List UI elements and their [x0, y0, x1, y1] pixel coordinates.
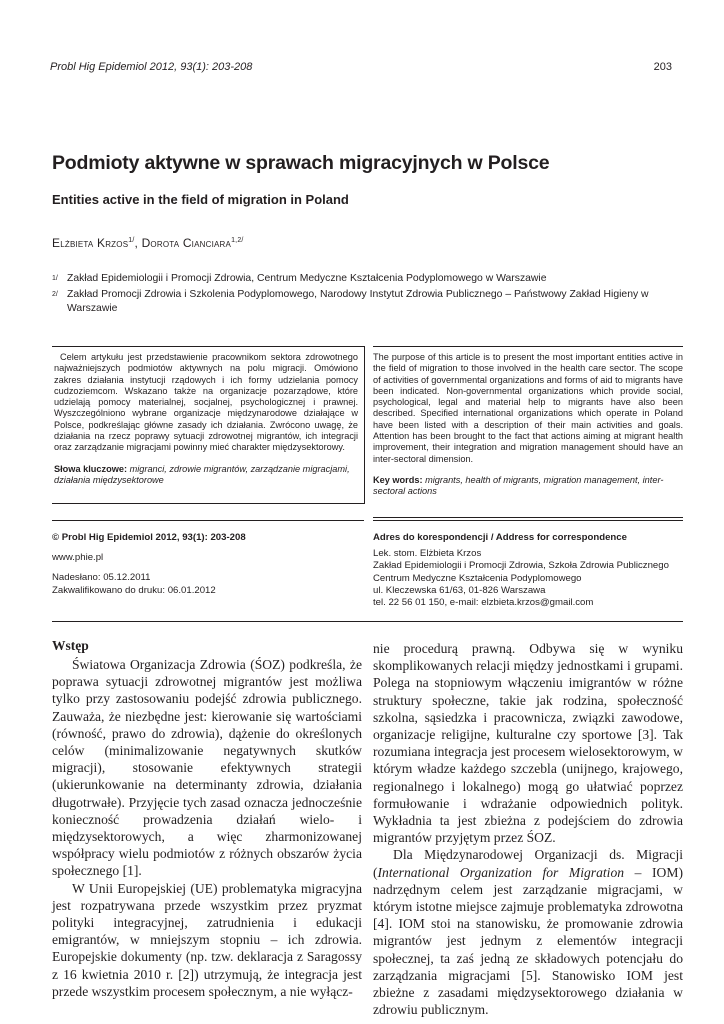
correspondence-line: Zakład Epidemiologii i Promocji Zdrowia, Szkoła Zdrowia Publicznego — [373, 560, 669, 572]
section-rule — [52, 621, 683, 622]
body-paragraph: Światowa Organizacja Zdrowia (ŚOZ) podkreśla, że poprawa sytuacji zdrowotnej migrantów jest możliwa tylko przy zastosowaniu podejść zdrowia publicznego. Zauważa, że niezbędne jest: kierowanie się wartościami (równość, prawo do zdrowia), dążenie do określonych celów (minimalizowanie negatywnych skutków migracji), stosowanie efektywnych strategii (ukierunkowanie na determinanty zdrowia, działania długotrwałe). Przyjęcie tych zasad oznacza jednocześnie konieczność prowadzenia działań wielo- i międzysektorowych, a więc zharmonizowanej współpracy wielu podmiotów z różnych obszarów życia społecznego [1]. — [52, 657, 362, 879]
section-heading: Wstęp — [52, 638, 89, 653]
body-paragraph: W Unii Europejskiej (UE) problematyka migracyjna jest rozpatrywana przede wszystkim przez pryzmat polityki integracyjnej, zatrudnienia i edukacji emigrantów, w mniejszym stopniu – ich zdrowia. Europejskie dokumenty (np. tzw. deklaracja z Saragossy z 16 kwietnia 2010 r. [2]) utrzymują, że integracja jest przede wszystkim procesem społecznym, a nie wyłącz- — [52, 880, 362, 999]
affiliation-1 — [52, 272, 682, 286]
correspondence-line: Centrum Medyczne Kształcenia Podyplomowego — [373, 572, 582, 584]
body-paragraph: nie procedurą prawną. Odbywa się w wyniku skomplikowanych relacji między jednostkami i grupami. Polega na stopniowym włączeniu imigrantów w różne struktury społeczne, takie jak rodzina, społeczność szkolna, sąsiedzka i pracownicza, związki zawodowe, organizacje religijne, kulturalne czy sportowe [3]. Tak rozumiana integracja jest procesem wielosektorowym, w którym władze każdego szczebla (unijnego, krajowego, regionalnego i lokalnego) mogą go ułatwiać poprzez formułowanie i wdrażanie odpowiednich polityk. Wykładnia ta jest zbieżna z podejściem do zdrowia migrantów przyjętym przez ŚOZ. — [373, 641, 683, 846]
article-title: Podmioty aktywne w sprawach migracyjnych w Polsce — [52, 152, 550, 174]
abstract-pl — [54, 352, 358, 486]
correspondence-heading: Adres do korespondencji / Address for correspondence — [373, 532, 627, 543]
website-link[interactable]: www.phie.pl — [52, 552, 104, 564]
author-separator: , — [134, 236, 142, 250]
author-1: Elżbieta Krzos — [52, 236, 129, 250]
text-run: – IOM) nadrzędnym celem jest zarządzanie migracjami, w którym istotne miejsce zajmuje problematyka zdrowotna [4]. IOM stoi na stanowisku, że promowanie zdrowia migrantów jest jednym z elementów integracji społecznej, ta zaś jedną ze składowych potencjału do zarządzania migracjami [5]. Stanowisko IOM jest zbieżne z zasadami międzysektorowego działania w zdrowiu publicznym. — [373, 864, 683, 1018]
keywords-pl-text: migranci, zdrowie migrantów, zarządzanie migracjami, działania międzysektorowe — [54, 463, 350, 485]
affiliation-mark: 1/ — [52, 275, 58, 282]
keywords-en — [373, 475, 683, 498]
journal-header: Probl Hig Epidemiol 2012, 93(1): 203-208 — [50, 61, 253, 73]
keywords-pl — [54, 464, 358, 487]
italic-run: International Organization for Migration — [377, 864, 625, 880]
affiliation-text: Zakład Promocji Zdrowia i Szkolenia Podyplomowego, Narodowy Instytut Zdrowia Publicznego – Państwowy Zakład Higieny w Warszawie — [67, 289, 649, 314]
abstract-en — [373, 352, 683, 498]
article-subtitle: Entities active in the field of migration in Poland — [52, 192, 349, 207]
keywords-en-label: Key words: — [373, 474, 423, 485]
info-right-rule — [373, 520, 683, 521]
author-1-affiliation: 1/ — [128, 237, 135, 244]
correspondence-email[interactable]: tel. 22 56 01 150, e-mail: elzbieta.krzos@gmail.com — [373, 597, 594, 609]
body-paragraph — [373, 846, 683, 1018]
keywords-en-text: migrants, health of migrants, migration management, inter-sectoral actions — [373, 474, 664, 497]
info-left — [52, 532, 364, 597]
affiliation-text: Zakład Epidemiologii i Promocji Zdrowia, Centrum Medyczne Kształcenia Podyplomowego w Warszawie — [67, 273, 547, 284]
keywords-pl-label: Słowa kluczowe: — [54, 463, 128, 474]
affiliation-mark: 2/ — [52, 291, 58, 298]
correspondence-line: ul. Kleczewska 61/63, 01-826 Warszawa — [373, 584, 546, 596]
affiliation-2 — [52, 288, 682, 316]
accepted-date: Zakwalifikowano do druku: 06.01.2012 — [52, 584, 216, 596]
text-run: Dla Międzynarodowej Organizacji ds. Migracji ( — [373, 847, 683, 880]
abstract-pl-text: Celem artykułu jest przedstawienie pracownikom sektora zdrowotnego najważniejszych podmiotów aktywnych na polu migracji. Omówiono zakres działania instytucji rządowych i ich formy udzielania pomocy cudzoziemcom. Wskazano także na organizacje pozarządowe, które udzielają pomocy materialnej, socjalnej, psychologicznej i prawnej. Wyszczególniono wybrane organizacje międzynarodowe działające w Polsce, podkreślając główne zasady ich działania. Zwrócono uwagę, że działania na rzecz poprawy sytuacji zdrowotnej migrantów, ich integracji oraz zarządzanie migracjami powinny mieć charakter międzysektorowy. — [54, 352, 358, 453]
authors — [52, 236, 244, 250]
submitted-date: Nadesłano: 05.12.2011 — [52, 572, 151, 584]
author-2: Dorota Cianciara — [141, 236, 232, 250]
body-column-2 — [373, 640, 683, 1018]
page-number: 203 — [653, 61, 672, 73]
copyright-line: © Probl Hig Epidemiol 2012, 93(1): 203-208 — [52, 532, 246, 543]
body-column-1 — [52, 656, 362, 1000]
correspondence-line: Lek. stom. Elżbieta Krzos — [373, 548, 482, 560]
author-2-affiliation: 1,2/ — [231, 237, 244, 244]
info-left-rule — [52, 520, 364, 521]
abstract-en-text: The purpose of this article is to present the most important entities active in the field of migration to those involved in the health care sector. The scope of activities of governmental organizations and forms of aid to migrants have been indicated. Non-governmental organizations which provide social, psychological, legal and material help to migrants have also been described. Specified international organizations which operate in Poland have been listed with a description of their main activities and goals. Attention has been brought to the fact that actions aiming at migrant health improvement, their integration and migration management should have an inter-sectoral dimension. — [373, 352, 683, 464]
info-right — [373, 532, 683, 609]
